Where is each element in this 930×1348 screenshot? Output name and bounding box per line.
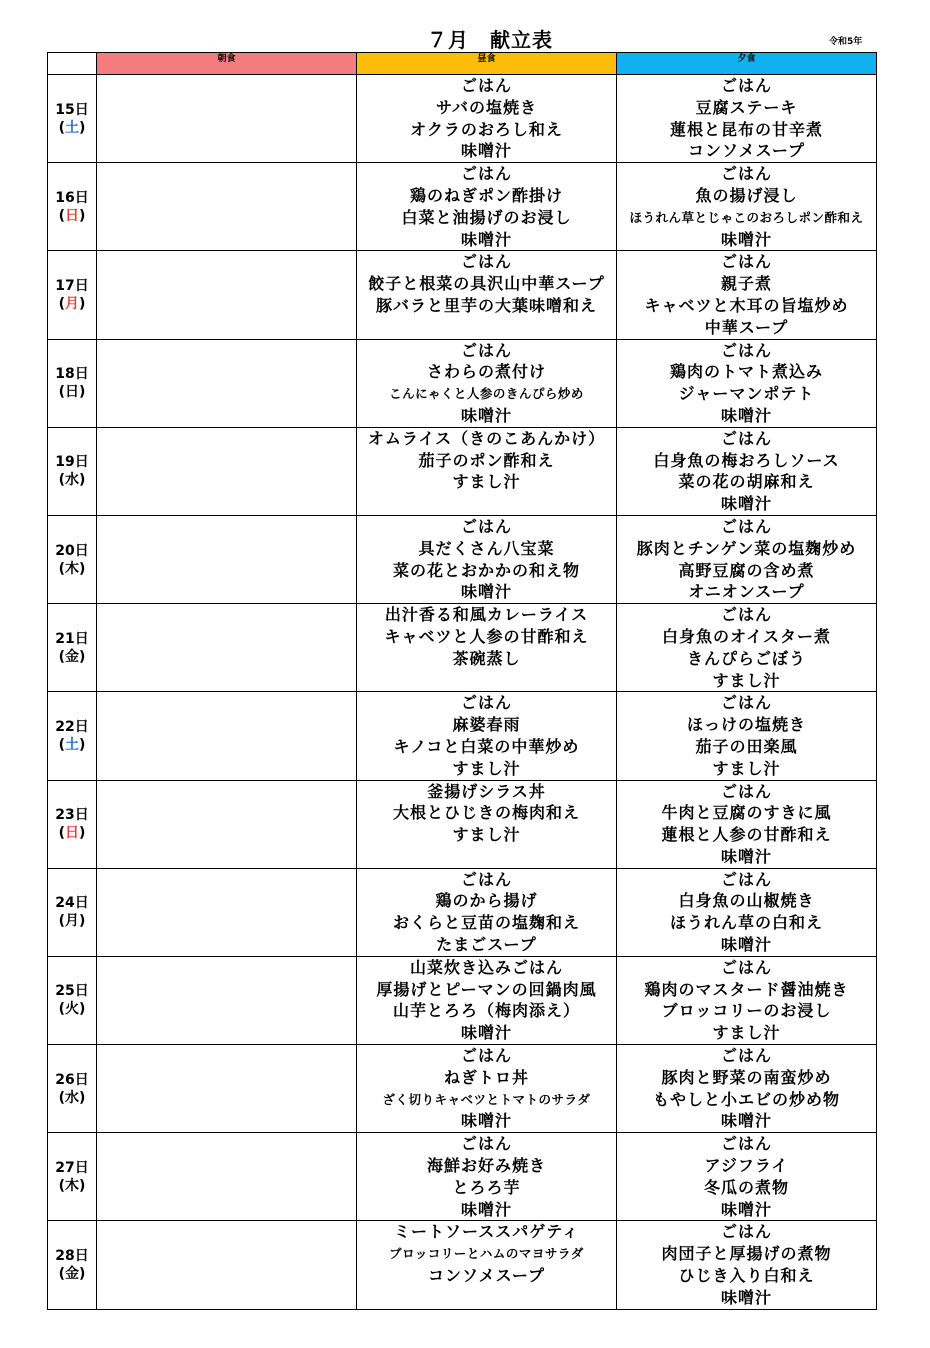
weekday-label: (金): [58, 1266, 86, 1283]
dish-item: 味噌汁: [460, 582, 512, 602]
breakfast-cell: [97, 868, 357, 956]
dish-item: 山芋とろろ（梅肉添え）: [392, 1001, 580, 1021]
dish-item: 中華スープ: [704, 317, 789, 337]
weekday-label: (日): [58, 384, 86, 401]
page-title: ７月 献立表: [427, 28, 553, 52]
dish-item: ごはん: [720, 516, 772, 536]
dish-item: アジフライ: [704, 1156, 789, 1176]
date-label: 19日: [55, 454, 89, 471]
dish-item: ざく切りキャベツとトマトのサラダ: [382, 1091, 591, 1107]
dish-item: ごはん: [720, 428, 772, 448]
dish-item: すまし汁: [712, 670, 781, 690]
lunch-cell: [357, 515, 617, 603]
date-cell: [48, 868, 97, 956]
dish-item: 鶏肉のマスタード醤油焼き: [644, 979, 849, 999]
dish-item: 魚の揚げ浸し: [695, 185, 798, 205]
breakfast-cell: [97, 339, 357, 427]
dish-item: 味噌汁: [460, 1199, 512, 1219]
dish-item: キノコと白菜の中華炒め: [393, 736, 580, 756]
breakfast-cell: [97, 427, 357, 515]
dish-item: ブロッコリーとハムのマヨサラダ: [389, 1246, 584, 1262]
dish-item: ごはん: [720, 164, 772, 184]
dish-item: ねぎトロ丼: [443, 1067, 529, 1087]
weekday-label: (土): [58, 736, 86, 753]
breakfast-cell: [97, 1133, 357, 1221]
dish-item: キャベツと木耳の旨塩炒め: [644, 295, 849, 315]
dinner-cell: [617, 1133, 877, 1221]
dish-item: 厚揚げとピーマンの回鍋肉風: [376, 979, 597, 999]
date-label: 21日: [55, 630, 89, 647]
dish-item: ごはん: [460, 76, 512, 95]
header-breakfast: 朝食: [97, 53, 357, 75]
weekday-char: 日: [65, 384, 79, 401]
dish-item: ごはん: [720, 252, 772, 272]
dish-item: ごはん: [720, 693, 772, 713]
weekday-char: 金: [65, 1266, 79, 1283]
dinner-cell: [617, 251, 877, 339]
dish-item: ごはん: [460, 252, 512, 272]
date-label: 16日: [55, 189, 89, 206]
lunch-cell: [357, 780, 617, 868]
breakfast-cell: [97, 1221, 357, 1309]
dish-item: とろろ芋: [452, 1177, 521, 1197]
breakfast-cell: [97, 163, 357, 251]
dish-item: たまごスープ: [436, 935, 537, 955]
dinner-cell: [617, 515, 877, 603]
breakfast-cell: [97, 604, 357, 692]
lunch-cell: [357, 1133, 617, 1221]
menu-row: [48, 868, 877, 956]
menu-row: [48, 692, 877, 780]
lunch-cell: [357, 1045, 617, 1133]
weekday-label: (日): [58, 825, 86, 842]
weekday-char: 金: [65, 648, 79, 665]
dish-item: 味噌汁: [720, 846, 772, 866]
date-label: 27日: [55, 1159, 89, 1176]
dish-item: 鶏のねぎポン酢掛け: [409, 185, 563, 205]
dish-item: 味噌汁: [720, 494, 772, 514]
dish-item: 大根とひじきの梅肉和え: [392, 803, 580, 823]
dish-item: すまし汁: [452, 825, 521, 845]
dish-item: 菜の花とおかかの和え物: [392, 560, 580, 580]
dish-item: 味噌汁: [460, 405, 512, 425]
dinner-cell: [617, 780, 877, 868]
weekday-char: 火: [65, 1001, 79, 1018]
menu-table: [47, 52, 877, 1310]
breakfast-cell: [97, 251, 357, 339]
dish-item: 白身魚の梅おろしソース: [653, 450, 840, 470]
dish-item: 白身魚の山椒焼き: [678, 891, 815, 911]
date-cell: [48, 75, 97, 163]
menu-row: [48, 604, 877, 692]
dish-item: 肉団子と厚揚げの煮物: [661, 1244, 832, 1264]
dish-item: ブロッコリーのお浸し: [661, 1001, 832, 1021]
dinner-cell: [617, 1221, 877, 1309]
dish-item: 鶏肉のトマト煮込み: [669, 362, 823, 382]
menu-row: [48, 780, 877, 868]
dish-item: ミートソーススパゲティ: [394, 1222, 579, 1242]
weekday-label: (木): [58, 560, 86, 577]
lunch-cell: [357, 339, 617, 427]
lunch-cell: [357, 692, 617, 780]
dinner-cell: [617, 75, 877, 163]
dish-item: 豚バラと里芋の大葉味噌和え: [375, 295, 597, 315]
weekday-label: (月): [58, 913, 86, 930]
breakfast-cell: [97, 956, 357, 1044]
dish-item: 味噌汁: [720, 405, 772, 425]
dish-item: さわらの煮付け: [426, 362, 546, 382]
dish-item: 餃子と根菜の具沢山中華スープ: [368, 274, 605, 294]
weekday-label: (水): [58, 1089, 86, 1106]
weekday-char: 日: [65, 825, 79, 842]
dish-item: ごはん: [460, 1134, 512, 1154]
dish-item: 高野豆腐の含め煮: [678, 560, 815, 580]
menu-row: [48, 1133, 877, 1221]
dish-item: 白菜と油揚げのお浸し: [401, 207, 572, 227]
date-cell: [48, 1133, 97, 1221]
menu-row: [48, 1045, 877, 1133]
dish-item: 茄子のポン酢和え: [418, 450, 555, 470]
dish-item: すまし汁: [712, 758, 781, 778]
dish-item: ごはん: [460, 164, 512, 184]
breakfast-cell: [97, 75, 357, 163]
dish-item: 牛肉と豆腐のすきに風: [661, 803, 832, 823]
date-label: 23日: [55, 807, 89, 824]
dish-item: 冬瓜の煮物: [703, 1177, 789, 1197]
weekday-label: (火): [58, 1001, 86, 1018]
dish-item: ジャーマンポテト: [678, 384, 815, 404]
dish-item: ごはん: [460, 1046, 512, 1066]
dish-item: 釜揚げシラス丼: [427, 781, 546, 801]
header-row: [48, 53, 877, 75]
date-cell: [48, 692, 97, 780]
date-cell: [48, 1221, 97, 1309]
dish-item: 麻婆春雨: [452, 715, 521, 735]
weekday-char: 土: [65, 119, 79, 136]
dish-item: こんにゃくと人参のきんぴら炒め: [389, 386, 584, 402]
dish-item: もやしと小エビの炒め物: [652, 1089, 840, 1109]
weekday-label: (土): [58, 119, 86, 136]
dinner-cell: [617, 1045, 877, 1133]
dish-item: ほうれん草とじゃこのおろしポン酢和え: [629, 209, 864, 225]
menu-row: [48, 339, 877, 427]
dish-item: 味噌汁: [720, 1111, 772, 1131]
dish-item: 具だくさん八宝菜: [418, 538, 555, 558]
dish-item: 味噌汁: [720, 1287, 772, 1307]
date-label: 22日: [55, 718, 89, 735]
weekday-char: 土: [65, 736, 79, 753]
dish-item: キャベツと人参の甘酢和え: [384, 626, 589, 646]
dinner-cell: [617, 427, 877, 515]
dish-item: 白身魚のオイスター煮: [661, 626, 832, 646]
date-cell: [48, 780, 97, 868]
dish-item: ごはん: [720, 869, 772, 889]
date-cell: [48, 515, 97, 603]
menu-row: [48, 251, 877, 339]
dish-item: コンソメスープ: [687, 141, 806, 161]
dish-item: きんぴらごぼう: [686, 648, 806, 668]
lunch-cell: [357, 75, 617, 163]
dinner-cell: [617, 956, 877, 1044]
dish-item: ひじき入り白和え: [678, 1266, 815, 1286]
weekday-label: (木): [58, 1177, 86, 1194]
dinner-cell: [617, 339, 877, 427]
dish-item: オクラのおろし和え: [410, 119, 563, 139]
dish-item: 味噌汁: [720, 229, 772, 249]
date-cell: [48, 1045, 97, 1133]
dish-item: 豚肉とチンゲン菜の塩麹炒め: [636, 538, 857, 558]
dish-item: 出汁香る和風カレーライス: [384, 605, 589, 625]
dish-item: おくらと豆苗の塩麹和え: [392, 913, 580, 933]
breakfast-cell: [97, 515, 357, 603]
dish-item: ごはん: [720, 340, 772, 360]
dish-item: ごはん: [720, 76, 772, 95]
breakfast-cell: [97, 692, 357, 780]
lunch-cell: [357, 427, 617, 515]
dish-item: 山菜炊き込みごはん: [409, 957, 563, 977]
lunch-cell: [357, 163, 617, 251]
date-cell: [48, 163, 97, 251]
dish-item: ごはん: [720, 957, 772, 977]
weekday-char: 木: [65, 1177, 79, 1194]
dish-item: 味噌汁: [460, 1111, 512, 1131]
dish-item: 味噌汁: [460, 141, 512, 161]
weekday-char: 水: [65, 472, 79, 489]
date-cell: [48, 427, 97, 515]
dinner-cell: [617, 692, 877, 780]
dish-item: ごはん: [720, 605, 772, 625]
date-cell: [48, 604, 97, 692]
menu-row: [48, 956, 877, 1044]
dish-item: ほっけの塩焼き: [686, 715, 806, 735]
weekday-char: 月: [65, 913, 79, 930]
dish-item: 鶏のから揚げ: [435, 891, 538, 911]
dish-item: 茄子の田楽風: [695, 736, 798, 756]
dish-item: ごはん: [460, 869, 512, 889]
breakfast-cell: [97, 780, 357, 868]
breakfast-cell: [97, 1045, 357, 1133]
lunch-cell: [357, 604, 617, 692]
dish-item: ごはん: [720, 1134, 772, 1154]
weekday-char: 木: [65, 560, 79, 577]
date-cell: [48, 339, 97, 427]
dinner-cell: [617, 604, 877, 692]
dish-item: オムライス（きのこあんかけ）: [367, 428, 606, 448]
menu-row: [48, 1221, 877, 1309]
dish-item: すまし汁: [452, 758, 521, 778]
menu-row: [48, 515, 877, 603]
weekday-label: (日): [58, 207, 86, 224]
dish-item: ほうれん草の白和え: [669, 913, 823, 933]
date-cell: [48, 251, 97, 339]
weekday-label: (月): [58, 295, 86, 312]
menu-row: [48, 75, 877, 163]
weekday-char: 水: [65, 1089, 79, 1106]
weekday-label: (金): [58, 648, 86, 665]
dish-item: 菜の花の胡麻和え: [678, 472, 815, 492]
dish-item: 味噌汁: [720, 1199, 772, 1219]
dinner-cell: [617, 868, 877, 956]
dish-item: すまし汁: [452, 472, 521, 492]
date-label: 25日: [55, 983, 89, 1000]
menu-body: [48, 75, 877, 1310]
dish-item: 味噌汁: [460, 1023, 512, 1043]
menu-row: [48, 427, 877, 515]
date-label: 17日: [55, 277, 89, 294]
date-label: 18日: [55, 366, 89, 383]
header-lunch: 昼食: [357, 53, 617, 75]
dinner-cell: [617, 163, 877, 251]
header-date: [48, 53, 97, 75]
lunch-cell: [357, 1221, 617, 1309]
dish-item: 蓮根と人参の甘酢和え: [661, 825, 832, 845]
dish-item: ごはん: [460, 340, 512, 360]
dish-item: オニオンスープ: [688, 582, 805, 602]
dish-item: 親子煮: [720, 274, 772, 294]
header-dinner: 夕食: [617, 53, 877, 75]
dish-item: 味噌汁: [460, 229, 512, 249]
dish-item: すまし汁: [712, 1023, 781, 1043]
lunch-cell: [357, 868, 617, 956]
weekday-label: (水): [58, 472, 86, 489]
date-label: 26日: [55, 1071, 89, 1088]
dish-item: サバの塩焼き: [435, 97, 538, 117]
date-label: 24日: [55, 895, 89, 912]
dish-item: 豚肉と野菜の南蛮炒め: [661, 1067, 832, 1087]
lunch-cell: [357, 251, 617, 339]
dish-item: ごはん: [720, 1222, 772, 1242]
era-label: 令和5年: [829, 37, 863, 47]
dish-item: 蓮根と昆布の甘辛煮: [669, 119, 823, 139]
dish-item: ごはん: [720, 781, 772, 801]
menu-row: [48, 163, 877, 251]
dish-item: 海鮮お好み焼き: [426, 1156, 546, 1176]
dish-item: 茶碗蒸し: [452, 648, 521, 668]
weekday-char: 日: [65, 207, 79, 224]
date-label: 28日: [55, 1248, 89, 1265]
lunch-cell: [357, 956, 617, 1044]
weekday-char: 月: [65, 295, 79, 312]
dish-item: ごはん: [460, 693, 512, 713]
date-label: 20日: [55, 542, 89, 559]
dish-item: ごはん: [720, 1046, 772, 1066]
dish-item: ごはん: [460, 516, 512, 536]
date-cell: [48, 956, 97, 1044]
dish-item: コンソメスープ: [427, 1266, 546, 1286]
dish-item: 味噌汁: [720, 935, 772, 955]
dish-item: 豆腐ステーキ: [695, 97, 798, 117]
date-label: 15日: [55, 101, 89, 118]
